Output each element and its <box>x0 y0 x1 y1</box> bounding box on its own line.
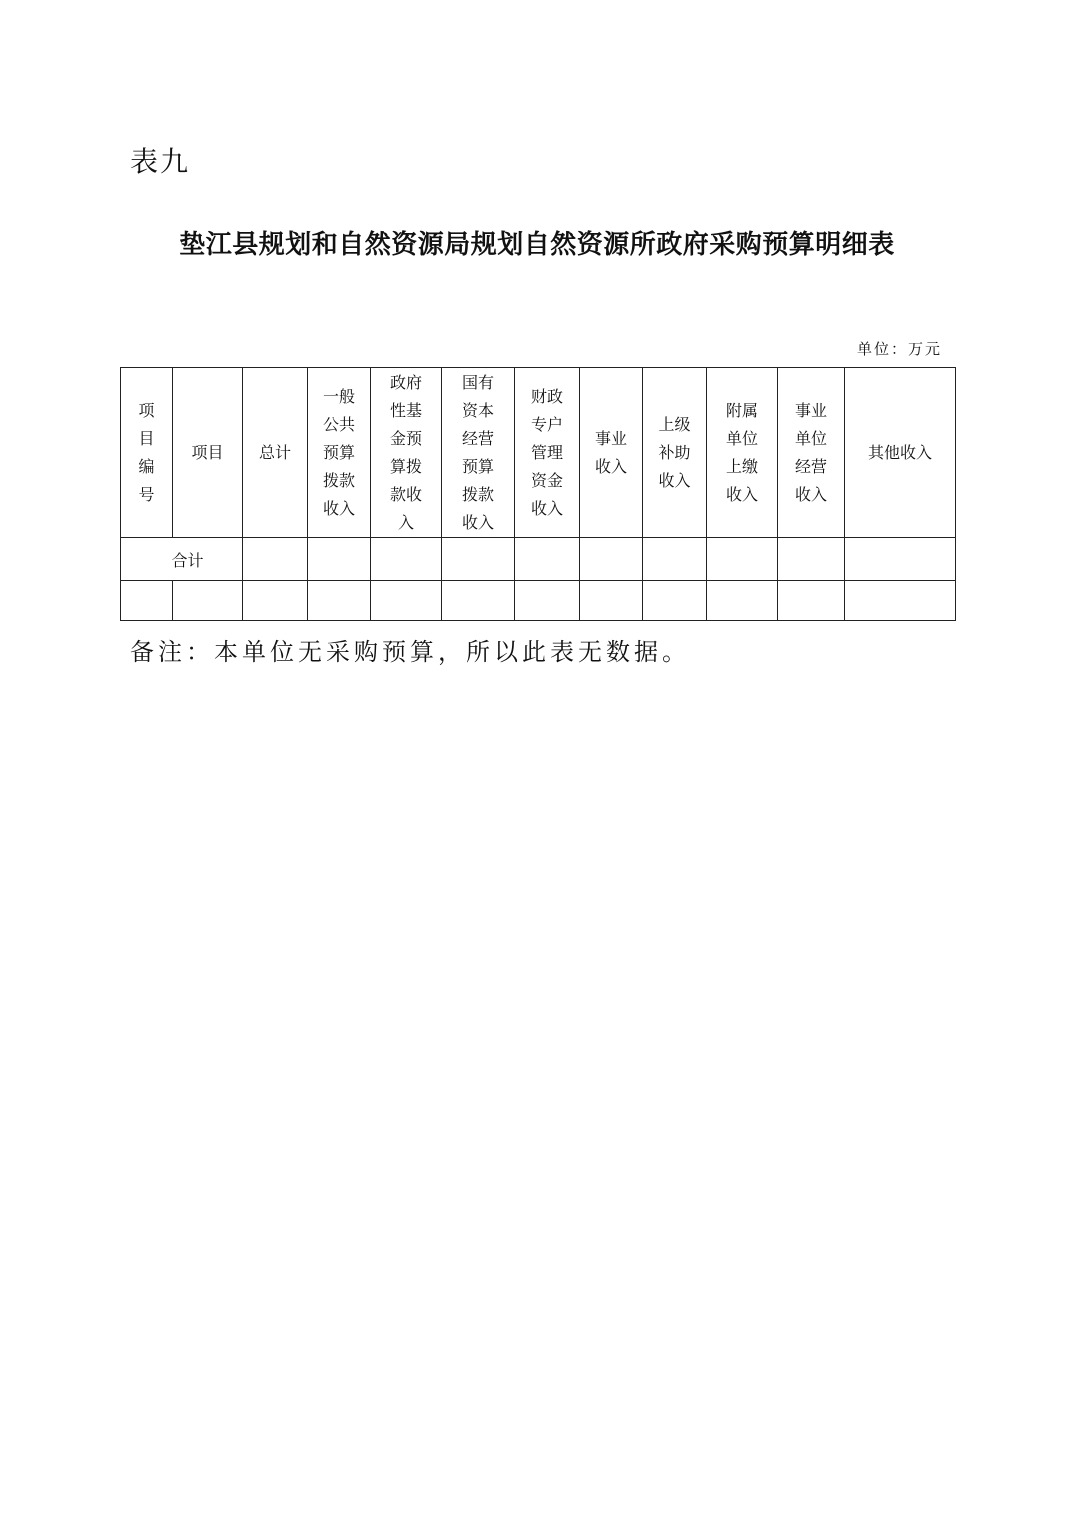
header-other-income: 其他收入 <box>867 442 932 462</box>
total-row <box>121 538 956 581</box>
table-header-row <box>121 368 956 538</box>
unit-label: 单位：万元 <box>856 340 942 358</box>
total-cell <box>515 538 580 581</box>
table-number-label: 表九 <box>130 145 191 178</box>
total-cell <box>371 538 442 581</box>
header-unit-operating-income: 事业单位经营收入 <box>795 400 828 504</box>
header-cell <box>707 368 778 538</box>
total-cell <box>580 538 643 581</box>
header-cell <box>515 368 580 538</box>
header-cell <box>778 368 845 538</box>
table-cell <box>308 581 371 621</box>
total-cell <box>707 538 778 581</box>
header-cell <box>121 368 173 538</box>
header-cell <box>643 368 707 538</box>
header-special-account-funds: 财政专户管理资金收入 <box>531 386 564 518</box>
header-general-budget: 一般公共预算拨款收入 <box>323 386 356 518</box>
header-project-code: 项目编号 <box>138 400 155 504</box>
header-cell <box>371 368 442 538</box>
table-cell <box>778 581 845 621</box>
header-cell <box>308 368 371 538</box>
header-gov-fund-budget: 政府性基金预算拨款收入 <box>390 372 423 532</box>
header-cell <box>442 368 515 538</box>
table-cell <box>371 581 442 621</box>
total-cell <box>308 538 371 581</box>
document-title: 垫江县规划和自然资源局规划自然资源所政府采购预算明细表 <box>179 230 895 260</box>
total-cell <box>845 538 956 581</box>
table-cell <box>515 581 580 621</box>
header-total: 总计 <box>258 442 291 462</box>
header-cell <box>173 368 243 538</box>
table-row <box>121 581 956 621</box>
total-cell <box>643 538 707 581</box>
header-state-capital-budget: 国有资本经营预算拨款收入 <box>462 372 495 532</box>
procurement-budget-table <box>120 367 956 621</box>
total-cell <box>442 538 515 581</box>
total-cell <box>243 538 308 581</box>
header-cell <box>580 368 643 538</box>
total-cell <box>778 538 845 581</box>
table-cell <box>707 581 778 621</box>
footnote-remark: 备注：本单位无采购预算，所以此表无数据。 <box>130 638 690 666</box>
table-cell <box>243 581 308 621</box>
header-cell <box>243 368 308 538</box>
header-project: 项目 <box>191 442 224 462</box>
header-superior-subsidy: 上级补助收入 <box>658 414 691 490</box>
table-cell <box>121 581 173 621</box>
total-label: 合计 <box>121 538 243 581</box>
table-cell <box>442 581 515 621</box>
table-cell <box>845 581 956 621</box>
table-cell <box>173 581 243 621</box>
header-cell <box>845 368 956 538</box>
table-cell <box>643 581 707 621</box>
table-cell <box>580 581 643 621</box>
header-affiliated-unit-income: 附属单位上缴收入 <box>726 400 759 504</box>
header-business-income: 事业收入 <box>595 428 628 476</box>
